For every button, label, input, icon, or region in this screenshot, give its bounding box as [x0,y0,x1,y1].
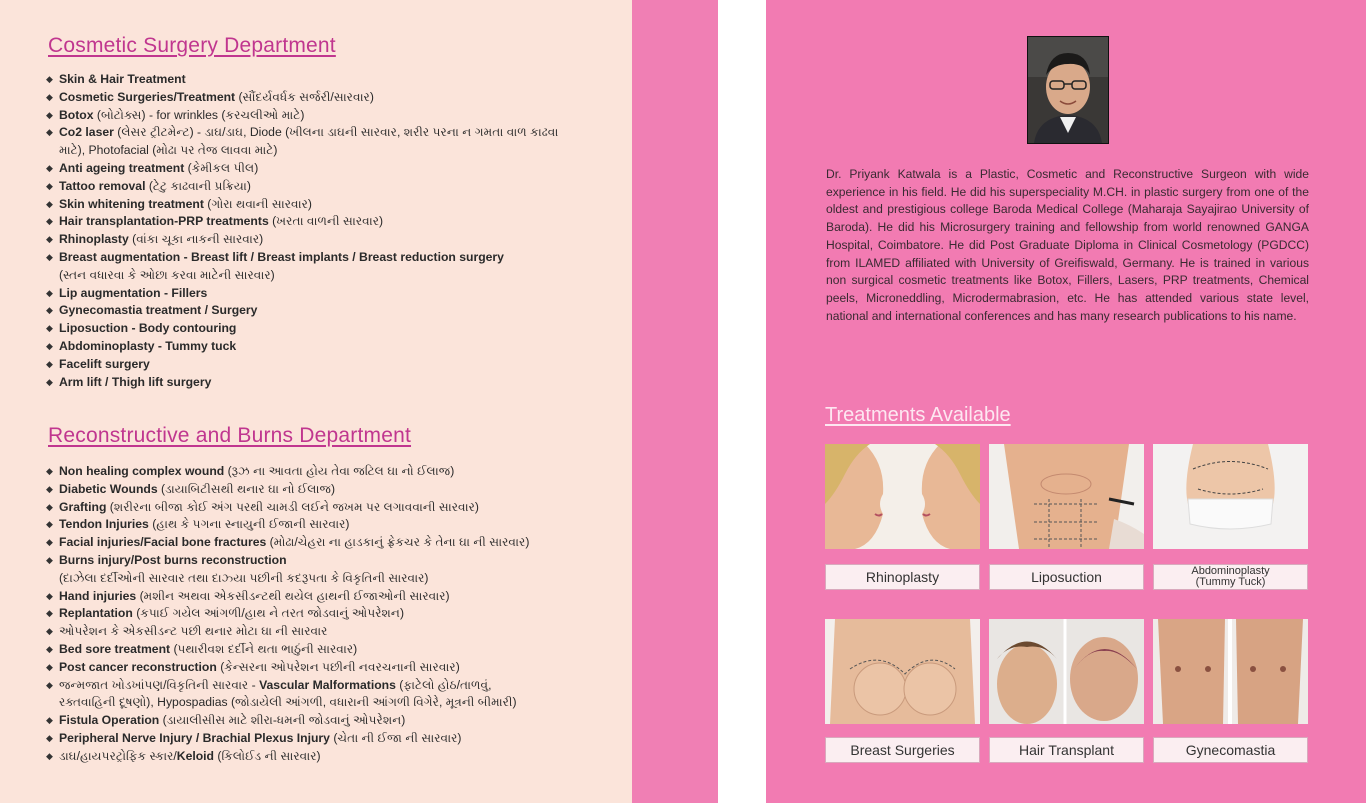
item-english-label: Burns injury/Post burns reconstruction [59,552,287,567]
item-gujarati-note: (ફાટેલો હોઠ/તાળવું, [395,677,492,692]
cosmetic-list-item [46,374,616,392]
diamond-bullet-icon: ◆ [46,216,53,227]
breast-surgeries-caption: Breast Surgeries [825,737,980,763]
item-english-label: Fistula Operation [59,713,160,728]
item-gujarati-note: (કિલોઈડ ની સારવાર) [214,748,321,763]
item-english-label: Hair transplantation-PRP treatments [59,214,269,229]
item-english-label: Post cancer reconstruction [59,659,217,674]
doctor-portrait-photo [1027,36,1109,144]
abdominoplasty-image [1153,444,1308,549]
item-gujarati-note: (કેમીકલ પીલ) [184,160,259,175]
abdominoplasty-caption: Abdominoplasty (Tummy Tuck) [1153,564,1308,590]
item-english-label: Skin & Hair Treatment [59,72,186,86]
diamond-bullet-icon: ◆ [46,732,53,743]
rhinoplasty-caption: Rhinoplasty [825,564,980,590]
diamond-bullet-icon: ◆ [46,608,53,619]
cosmetic-list-item [46,71,616,89]
cosmetic-list-item [46,213,616,231]
diamond-bullet-icon: ◆ [46,251,53,262]
diamond-bullet-icon: ◆ [46,340,53,351]
item-english-label: Co2 laser [59,125,114,140]
reconstructive-list-item [46,659,616,677]
diamond-bullet-icon: ◆ [46,679,53,690]
hair-transplant-caption: Hair Transplant [989,737,1144,763]
cosmetic-list-item [46,320,616,338]
diamond-bullet-icon: ◆ [46,127,53,138]
item-english-label: Keloid [176,748,215,763]
reconstructive-list-item [46,623,616,641]
hair-transplant-image [989,619,1144,724]
reconstructive-list-item [46,463,616,481]
diamond-bullet-icon: ◆ [46,466,53,476]
item-gujarati-note: જન્મજાત ખોડખાંપણ/વિકૃતિની સારવાર - [59,677,260,692]
item-gujarati-note: (ચેતા ની ઈજા ની સારવાર) [329,730,462,745]
treatments-available-title: Treatments Available [825,404,1011,426]
diamond-bullet-icon: ◆ [46,109,53,120]
item-english-label: Cosmetic Surgeries/Treatment [59,89,236,104]
reconstructive-list-item [46,605,616,623]
item-english-label: Non healing complex wound [59,464,225,478]
cosmetic-list-item [46,178,616,196]
diamond-bullet-icon: ◆ [46,661,53,672]
diamond-bullet-icon: ◆ [46,715,53,726]
cosmetic-treatment-list [46,71,616,391]
item-english-label: Replantation [59,606,133,621]
diamond-bullet-icon: ◆ [46,750,53,761]
cosmetic-department-title: Cosmetic Surgery Department [48,34,336,57]
item-gujarati-note: (બોટોક્સ) - for wrinkles (કરચલીઓ માટે) [93,107,305,122]
item-gujarati-note: (શરીરના બીજા કોઈ અંગ પરથી ચામડી લઈને જખમ પર લગાવવાની સારવાર) [106,499,479,514]
reconstructive-list-item [46,481,616,499]
item-english-label: Anti ageing treatment [59,160,185,175]
item-gujarati-note: (ગોરા થવાની સારવાર) [203,196,312,211]
item-english-label: Facial injuries/Facial bone fractures [59,535,267,550]
cosmetic-list-item [46,338,616,356]
item-english-label: Lip augmentation - Fillers [59,285,208,300]
cosmetic-list-item [46,196,616,214]
reconstructive-list-item [46,534,616,552]
breast-surgery-image [825,619,980,724]
cosmetic-list-item [46,249,616,285]
item-continuation: રક્તવાહિની દૂષણો), Hypospadias (જોડાયેલી આંગળી, વધારાની આંગળી વિગેરે, મૂત્રની બીમારી) [59,695,517,710]
cosmetic-list-item [46,302,616,320]
item-gujarati-note: (મશીન અથવા એકસીડન્ટથી થયેલ હાથની ઈજાઓની સારવાર) [136,588,450,603]
liposuction-caption: Liposuction [989,564,1144,590]
reconstructive-list-item [46,748,616,766]
liposuction-image [989,444,1144,549]
diamond-bullet-icon: ◆ [46,590,53,601]
item-gujarati-note: (કેન્સરના ઓપરેશન પછીની નવરચનાની સારવાર) [216,659,460,674]
diamond-bullet-icon: ◆ [46,198,53,209]
cosmetic-list-item [46,89,616,107]
reconstructive-list-item [46,499,616,517]
diamond-bullet-icon: ◆ [46,626,53,637]
item-gujarati-note: ઓપરેશન કે એકસીડન્ટ પછી થનાર મોટા ઘા ની સારવાર [59,624,328,639]
item-english-label: Bed sore treatment [59,641,171,656]
item-english-label: Diabetic Wounds [59,481,158,496]
diamond-bullet-icon: ◆ [46,358,53,369]
item-english-label: Tendon Injuries [59,517,149,532]
diamond-bullet-icon: ◆ [46,519,53,530]
item-gujarati-note: (પથારીવશ દર્દીને થતા ભાઠુંની સારવાર) [170,641,358,656]
page-gap [718,0,766,803]
gynecomastia-image [1153,619,1308,724]
item-english-label: Abdominoplasty - Tummy tuck [59,338,237,353]
diamond-bullet-icon: ◆ [46,162,53,173]
cosmetic-list-item [46,107,616,125]
cosmetic-list-item [46,124,616,160]
reconstructive-department-title: Reconstructive and Burns Department [48,424,412,447]
pink-fold-strip [632,0,718,803]
item-english-label: Grafting [59,499,107,514]
item-english-label: Peripheral Nerve Injury / Brachial Plexus Injury [59,730,330,745]
diamond-bullet-icon: ◆ [46,643,53,654]
reconstructive-list-item [46,588,616,606]
gynecomastia-caption: Gynecomastia [1153,737,1308,763]
diamond-bullet-icon: ◆ [46,74,53,84]
rhinoplasty-image [825,444,980,549]
cosmetic-list-item [46,160,616,178]
item-english-label: Rhinoplasty [59,232,129,247]
item-continuation: (સ્તન વધારવા કે ઓછા કરવા માટેની સારવાર) [59,267,275,282]
cosmetic-list-item [46,231,616,249]
diamond-bullet-icon: ◆ [46,234,53,245]
reconstructive-list-item [46,712,616,730]
reconstructive-list-item [46,730,616,748]
item-gujarati-note: ડાઘ/હાયપરટ્રોફિક સ્કાર/ [59,748,177,763]
diamond-bullet-icon: ◆ [46,305,53,316]
diamond-bullet-icon: ◆ [46,287,53,298]
item-gujarati-note: (હાથ કે પગના સ્નાયુની ઈજાની સારવાર) [148,517,350,532]
item-continuation: માટે), Photofacial (મોઢા પર તેજ લાવવા માટે) [59,143,278,158]
item-english-label: Skin whitening treatment [59,196,204,211]
diamond-bullet-icon: ◆ [46,323,53,334]
diamond-bullet-icon: ◆ [46,501,53,512]
item-english-label: Breast augmentation - Breast lift / Breast implants / Breast reduction surgery [59,249,504,264]
item-english-label: Liposuction - Body contouring [59,321,237,336]
cosmetic-list-item [46,285,616,303]
item-gujarati-note: (કપાઈ ગયેલ આંગળી/હાથ ને તરત જોડવાનું ઓપરેશન) [132,606,405,621]
reconstructive-list-item [46,552,616,588]
diamond-bullet-icon: ◆ [46,376,53,387]
diamond-bullet-icon: ◆ [46,554,53,565]
item-english-label: Botox [59,107,94,122]
item-gujarati-note: (રૂઝ ના આવતા હોય તેવા જટિલ ઘા નો ઈલાજ) [224,464,455,478]
item-english-label: Gynecomastia treatment / Surgery [59,303,258,318]
item-gujarati-note: (સૌંદર્યવર્ધક સર્જરી/સારવાર) [235,89,374,104]
item-gujarati-note: (ખરતા વાળની સારવાર) [268,214,384,229]
reconstructive-list-item [46,641,616,659]
cosmetic-list-item [46,356,616,374]
diamond-bullet-icon: ◆ [46,180,53,191]
item-english-label: Arm lift / Thigh lift surgery [59,374,212,389]
diamond-bullet-icon: ◆ [46,483,53,494]
diamond-bullet-icon: ◆ [46,537,53,548]
item-gujarati-note: (ડાયાલીસીસ માટે શીરા-ધમની જોડવાનું ઓપરેશન) [159,713,406,728]
item-gujarati-note: (ડાયાબિટીસથી થનાર ઘા નો ઈલાજ) [157,481,336,496]
item-continuation: (દાઝેલા દર્દીઓની સારવાર તથા દાઝ્યા પછીની કદરૂપતા કે વિકૃતિની સારવાર) [59,570,429,585]
item-english-label: Tattoo removal [59,178,146,193]
reconstructive-treatment-list [46,463,616,766]
item-english-label: Facelift surgery [59,356,150,371]
item-english-label: Hand injuries [59,588,137,603]
item-gujarati-note: (લેસર ટ્રીટમેન્ટ) - ડાઘ/ડાઘ, Diode (ખીલના ડાઘની સારવાર, શરીર પરના ન ગમતા વાળ કાઢવા [113,125,559,140]
reconstructive-list-item [46,516,616,534]
diamond-bullet-icon: ◆ [46,91,53,102]
doctor-biography: Dr. Priyank Katwala is a Plastic, Cosmetic and Reconstructive Surgeon with wide experience in his field. He did his superspeciality M.CH. in plastic surgery from one of the oldest and prestigious college Baroda Medical College (Maharaja Sayajirao University of Baroda). He did his Microsurgery training and fellowship from world renowned GANGA Hospital, Coimbatore. He did Post Graduate Diploma in Clinical Cosmetology (PGDCC) from ILAMED affiliated with University of Greifiswald, Germany. He is trained in various non surgical cosmetic treatments like Botox, Fillers, Lasers, PRP treatments, Chemical peels, Microneddling, Microdermabrasion, etc. He has attended various state level, national and international conferences and has many research publications to his name. [826,167,1309,323]
item-english-label: Vascular Malformations [259,677,396,692]
reconstructive-list-item [46,677,616,713]
item-gujarati-note: (મોઢા/ચેહરા ના હાડકાનું ફ્રેકચર કે તેના ઘા ની સારવાર) [266,535,530,550]
item-gujarati-note: (વાંકા ચૂકા નાકની સારવાર) [128,232,264,247]
item-gujarati-note: (ટેટુ કાઢવાની પ્રક્રિયા) [145,178,251,193]
